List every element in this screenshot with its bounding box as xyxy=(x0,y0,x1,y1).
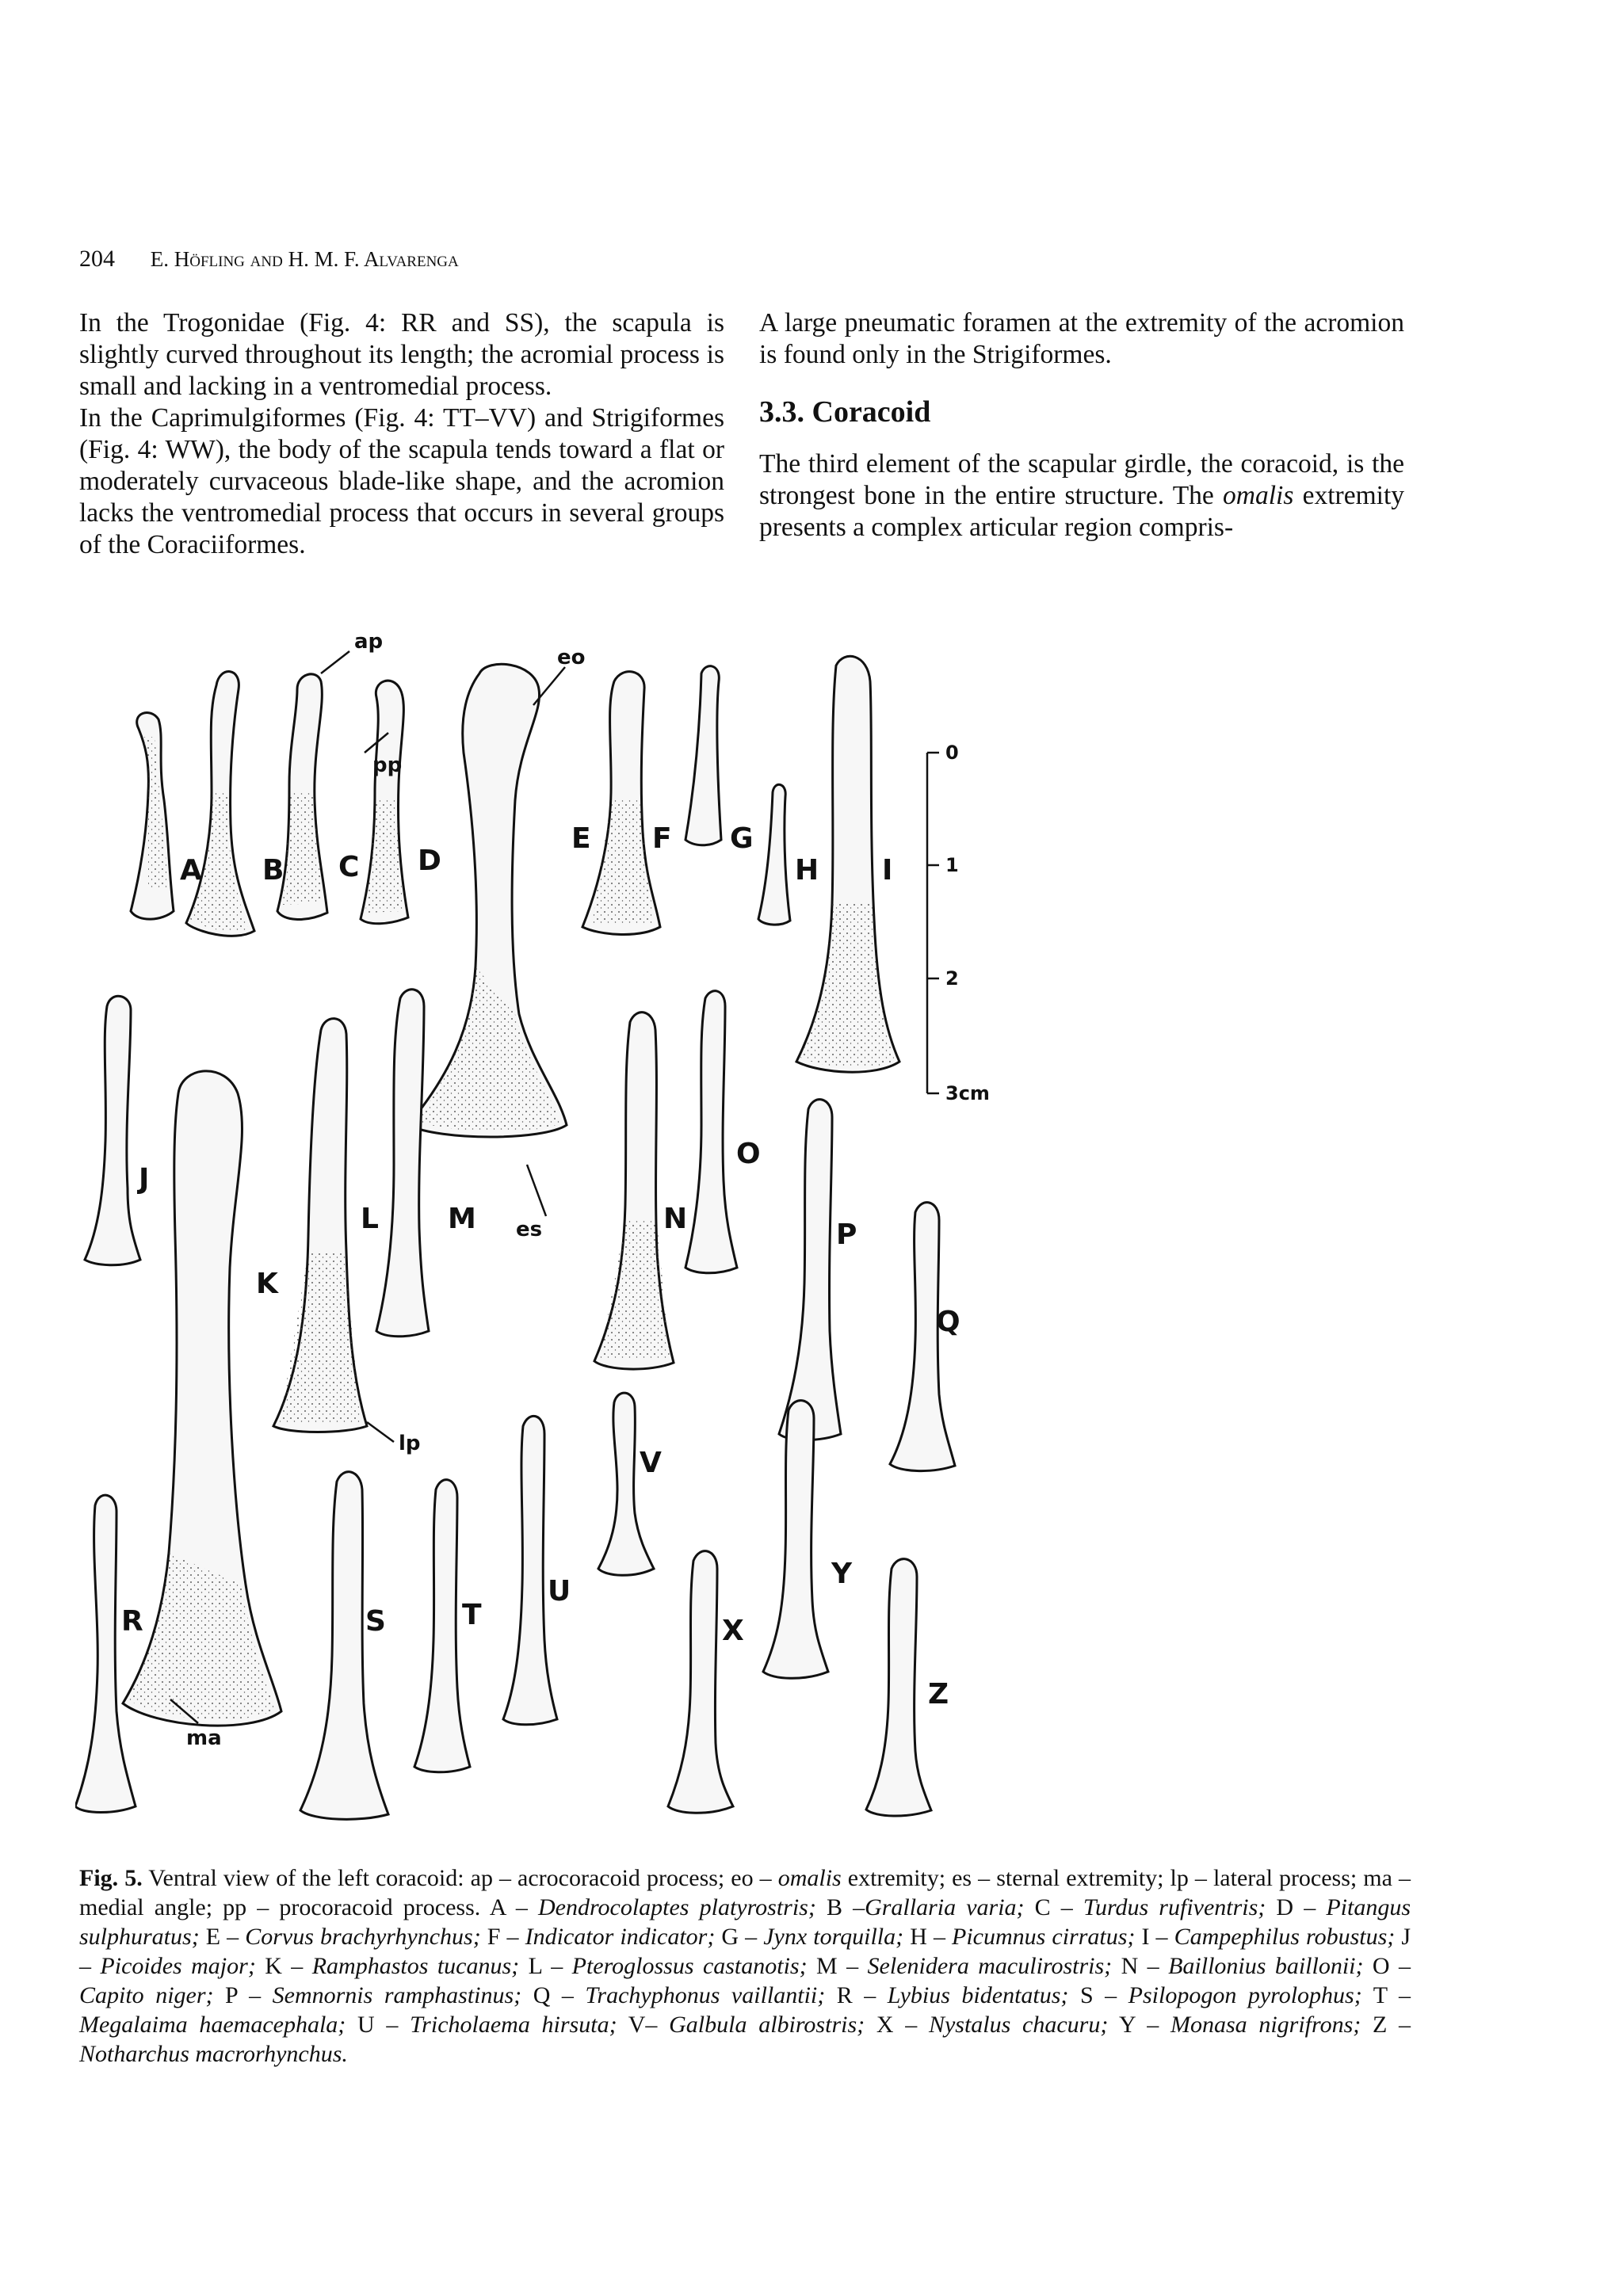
specimen-label-m: M xyxy=(448,1203,476,1235)
specimen-label-s: S xyxy=(365,1605,386,1638)
coracoid-o xyxy=(685,991,737,1273)
coracoid-drawings xyxy=(75,618,1010,1822)
label-es: es xyxy=(516,1218,543,1241)
label-ap: ap xyxy=(354,630,384,654)
coracoid-m xyxy=(376,990,429,1337)
scale-bar xyxy=(927,742,990,1104)
specimen-label-t: T xyxy=(462,1599,482,1631)
scale-tick-2: 2 xyxy=(945,967,959,990)
coracoid-e xyxy=(408,664,567,1137)
right-column xyxy=(759,307,1404,543)
specimen-label-q: Q xyxy=(936,1306,960,1338)
specimen-label-c: C xyxy=(338,851,360,883)
specimen-label-p: P xyxy=(836,1219,857,1251)
specimen-label-y: Y xyxy=(831,1558,853,1590)
specimen-label-e: E xyxy=(571,822,591,855)
specimen-label-a: A xyxy=(180,854,202,887)
specimen-label-v: V xyxy=(640,1447,662,1479)
coracoid-s xyxy=(300,1472,388,1820)
scale-tick-3cm: 3cm xyxy=(945,1082,990,1104)
coracoid-n xyxy=(594,1013,674,1369)
figure-caption: Fig. 5. Ventral view of the left coracoid: ap – acrocoracoid process; eo – omalis extremity; es – sternal extremity; lp – lateral process; ma – medial angle; pp – procoracoid process. A – Dendrocolaptes platyrostris; B –Grallaria varia; C – Turdus rufiventris; D – Pitangus sulphuratus; E – Corvus brachyrhynchus; F – Indicator indicator; G – Jynx torquilla; H – Picumnus cirratus; I – Campephilus robustus; J – Picoides major; K – Ramphastos tucanus; L – Pteroglossus castanotis; M – Selenidera maculirostris; N – Baillonius baillonii; O – Capito niger; P – Semnornis ramphastinus; Q – Trachyphonus vaillantii; R – Lybius bidentatus; S – Psilopogon pyrolophus; T – Megalaima haemacephala; U – Tricholaema hirsuta; V– Galbula albirostris; X – Nystalus chacuru; Y – Monasa nigrifrons; Z – Notharchus macrorhynchus. xyxy=(79,1865,1411,2067)
specimen-label-d: D xyxy=(418,845,441,877)
specimen-label-j: J xyxy=(139,1163,150,1196)
specimen-label-k: K xyxy=(256,1268,278,1300)
paragraph-trogonidae: In the Trogonidae (Fig. 4: RR and SS), the scapula is slightly curved throughout its length; the acromial process is small and lacking in a ventromedial process. xyxy=(79,308,724,401)
paragraph-coracoid: The third element of the scapular girdle, the coracoid, is the strongest bone in the entire structure. The omalis extremity presents a complex articular region compris- xyxy=(759,449,1404,542)
coracoid-p xyxy=(779,1100,841,1440)
coracoid-r xyxy=(75,1495,136,1812)
paragraph-caprimulgiformes: In the Caprimulgiformes (Fig. 4: TT–VV) and Strigiformes (Fig. 4: WW), the body of the scapula tends toward a flat or moderately curvaceous blade-like shape, and the acromion lacks the ventromedial process that occurs in several groups of the Coraciiformes. xyxy=(79,403,724,559)
scale-tick-1: 1 xyxy=(945,854,959,876)
label-ma: ma xyxy=(186,1726,222,1750)
section-heading-coracoid: 3.3. Coracoid xyxy=(759,395,931,429)
specimen-label-l: L xyxy=(361,1203,379,1235)
coracoid-b xyxy=(186,672,254,936)
figure-label: Fig. 5. xyxy=(79,1865,143,1891)
specimen-label-z: Z xyxy=(928,1678,949,1711)
specimen-label-i: I xyxy=(882,854,893,887)
specimen-label-n: N xyxy=(663,1203,688,1235)
coracoid-j xyxy=(85,996,140,1265)
coracoid-y xyxy=(763,1401,828,1679)
coracoid-a xyxy=(131,712,174,919)
specimen-label-o: O xyxy=(736,1138,761,1170)
specimen-label-g: G xyxy=(730,822,754,855)
coracoid-u xyxy=(503,1416,557,1724)
scale-tick-0: 0 xyxy=(945,742,959,764)
specimen-label-b: B xyxy=(262,854,285,887)
paragraph-pneumatic-foramen: A large pneumatic foramen at the extremity of the acromion is found only in the Strigiformes. xyxy=(759,308,1404,369)
coracoid-v xyxy=(598,1393,654,1575)
coracoid-g xyxy=(685,666,721,845)
coracoid-h xyxy=(758,784,790,925)
specimen-label-x: X xyxy=(722,1615,744,1647)
coracoid-l xyxy=(273,1019,367,1432)
left-column xyxy=(79,307,724,561)
label-eo: eo xyxy=(557,646,586,669)
coracoid-x xyxy=(668,1551,733,1814)
coracoid-c xyxy=(277,674,327,920)
label-pp: pp xyxy=(372,753,403,777)
coracoid-z xyxy=(866,1559,931,1816)
coracoid-f xyxy=(582,672,660,935)
specimen-label-u: U xyxy=(548,1575,571,1608)
page-number: 204 xyxy=(79,246,115,272)
figure-coracoids xyxy=(75,618,1010,1822)
label-lp: lp xyxy=(399,1432,421,1455)
specimen-label-f: F xyxy=(652,822,672,855)
coracoid-d xyxy=(361,681,408,924)
author-names: E. Höfling and H. M. F. Alvarenga xyxy=(150,247,459,271)
specimen-label-h: H xyxy=(795,854,819,887)
specimen-label-r: R xyxy=(121,1605,143,1638)
running-head xyxy=(79,246,459,273)
